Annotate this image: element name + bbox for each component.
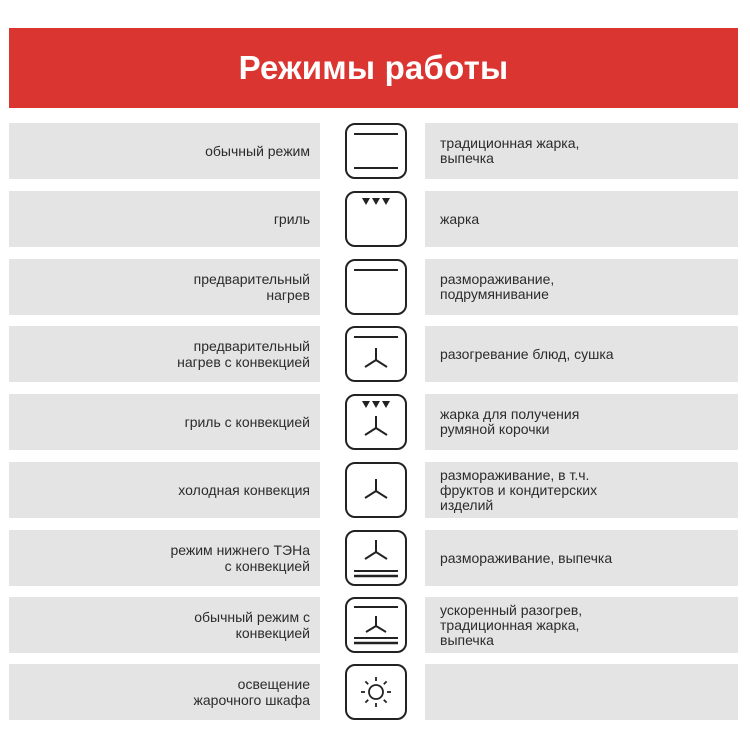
- mode-row-grill: [9, 191, 738, 247]
- fan-icon: [343, 460, 409, 520]
- mode-row-preheat: [9, 259, 738, 315]
- mode-name: обычный режим: [9, 123, 320, 179]
- top-bottom-heat-icon: [343, 121, 409, 181]
- mode-name: гриль: [9, 191, 320, 247]
- mode-description: жарка: [425, 191, 738, 247]
- mode-description: жарка для получения румяной корочки: [425, 394, 738, 450]
- mode-description: [425, 664, 738, 720]
- bottom-heat-fan-icon: [343, 528, 409, 588]
- mode-name: предварительный нагрев с конвекцией: [9, 326, 320, 382]
- mode-description: традиционная жарка, выпечка: [425, 123, 738, 179]
- top-bottom-heat-fan-icon: [343, 595, 409, 655]
- grill-fan-icon: [343, 392, 409, 452]
- top-heat-icon: [343, 257, 409, 317]
- mode-row-conventional: [9, 123, 738, 179]
- mode-row-conventional-convection: [9, 597, 738, 653]
- grill-icon: [343, 189, 409, 249]
- oven-light-icon: [343, 662, 409, 722]
- mode-description: размораживание, в т.ч. фруктов и кондитерских изделий: [425, 462, 738, 518]
- mode-description: разогревание блюд, сушка: [425, 326, 738, 382]
- mode-name: освещение жарочного шкафа: [9, 664, 320, 720]
- mode-name: обычный режим с конвекцией: [9, 597, 320, 653]
- mode-name: гриль с конвекцией: [9, 394, 320, 450]
- mode-name: предварительный нагрев: [9, 259, 320, 315]
- mode-row-grill-convection: [9, 394, 738, 450]
- header-banner: [9, 28, 738, 108]
- mode-row-cold-convection: [9, 462, 738, 518]
- page-title: Режимы работы: [238, 49, 509, 86]
- mode-description: ускоренный разогрев, традиционная жарка, выпечка: [425, 597, 738, 653]
- top-heat-fan-icon: [343, 324, 409, 384]
- mode-description: размораживание, подрумянивание: [425, 259, 738, 315]
- mode-name: режим нижнего ТЭНа с конвекцией: [9, 530, 320, 586]
- mode-name: холодная конвекция: [9, 462, 320, 518]
- mode-description: размораживание, выпечка: [425, 530, 738, 586]
- mode-row-bottom-heat-convection: [9, 530, 738, 586]
- mode-row-preheat-convection: [9, 326, 738, 382]
- mode-row-oven-light: [9, 664, 738, 720]
